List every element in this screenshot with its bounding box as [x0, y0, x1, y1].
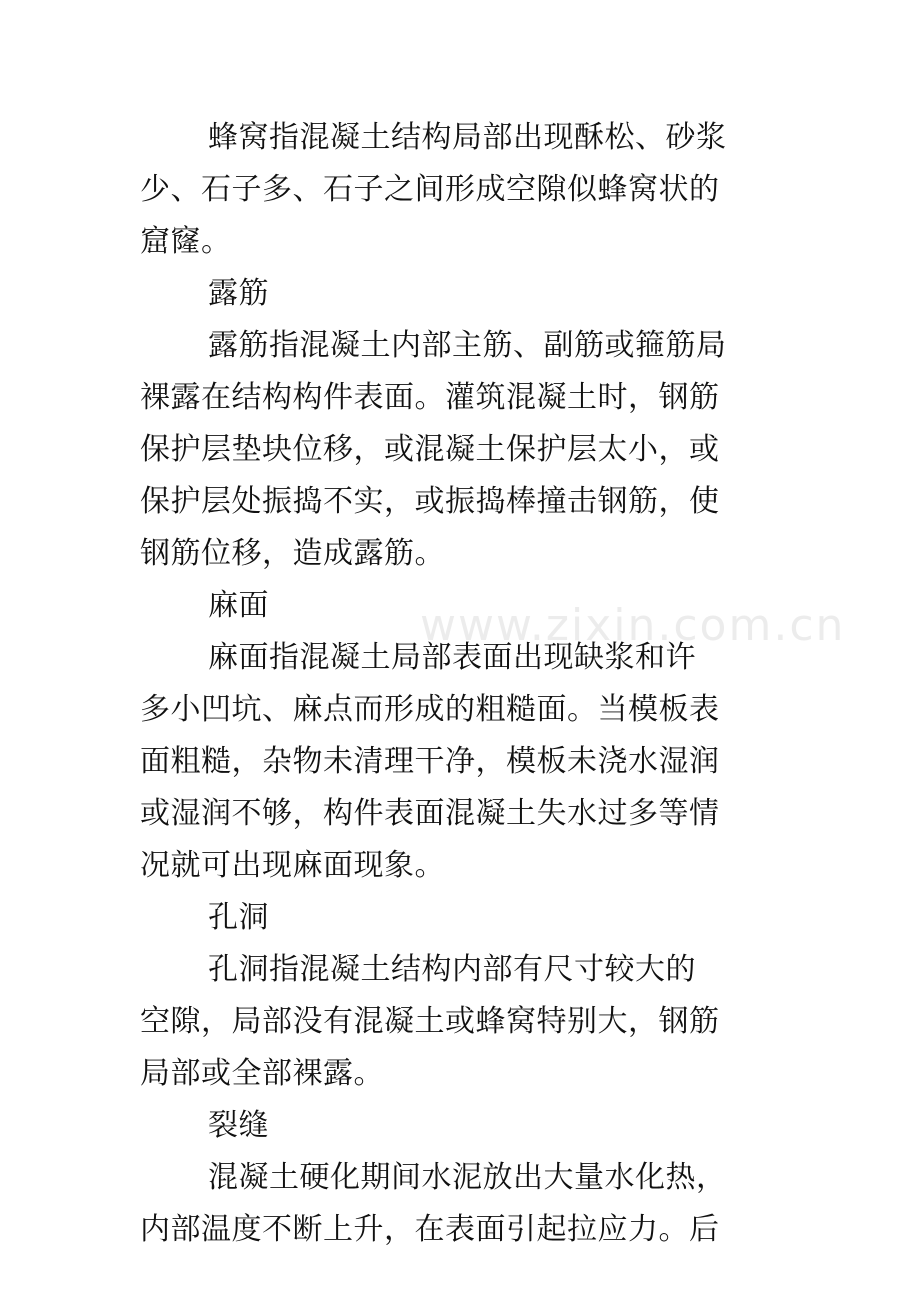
paragraph-line: 内部温度不断上升，在表面引起拉应力。后	[140, 1212, 720, 1247]
document-body	[140, 112, 780, 1256]
paragraph-line: 少、石子多、石子之间形成空隙似蜂窝状的	[140, 172, 720, 207]
paragraph-line: 空隙，局部没有混凝土或蜂窝特别大，钢筋	[140, 1004, 720, 1039]
paragraph-line: 窟窿。	[140, 224, 232, 259]
paragraph-line: 裸露在结构构件表面。灌筑混凝土时，钢筋	[140, 380, 720, 415]
section-heading: 裂缝	[208, 1108, 269, 1143]
paragraph-line: 或湿润不够，构件表面混凝土失水过多等情	[140, 796, 720, 831]
paragraph-line: 保护层处振捣不实，或振捣棒撞击钢筋，使	[140, 484, 720, 519]
paragraph-line: 保护层垫块位移，或混凝土保护层太小，或	[140, 432, 720, 467]
paragraph-line: 钢筋位移，造成露筋。	[140, 536, 445, 571]
paragraph-line: 况就可出现麻面现象。	[140, 848, 445, 883]
paragraph-line: 蜂窝指混凝土结构局部出现酥松、砂浆	[208, 120, 727, 155]
paragraph-line: 露筋指混凝土内部主筋、副筋或箍筋局	[208, 328, 727, 363]
paragraph-line: 麻面指混凝土局部表面出现缺浆和许	[208, 640, 696, 675]
section-heading: 麻面	[208, 588, 269, 623]
watermark: www.zixin.com.cn	[420, 600, 846, 651]
paragraph-line: 孔洞指混凝土结构内部有尺寸较大的	[208, 952, 696, 987]
paragraph-line: 面粗糙，杂物未清理干净，模板未浇水湿润	[140, 744, 720, 779]
paragraph-line: 局部或全部裸露。	[140, 1056, 384, 1091]
section-heading: 露筋	[208, 276, 269, 311]
section-heading: 孔洞	[208, 900, 269, 935]
paragraph-line: 混凝土硬化期间水泥放出大量水化热，	[208, 1160, 727, 1195]
paragraph-line: 多小凹坑、麻点而形成的粗糙面。当模板表	[140, 692, 720, 727]
